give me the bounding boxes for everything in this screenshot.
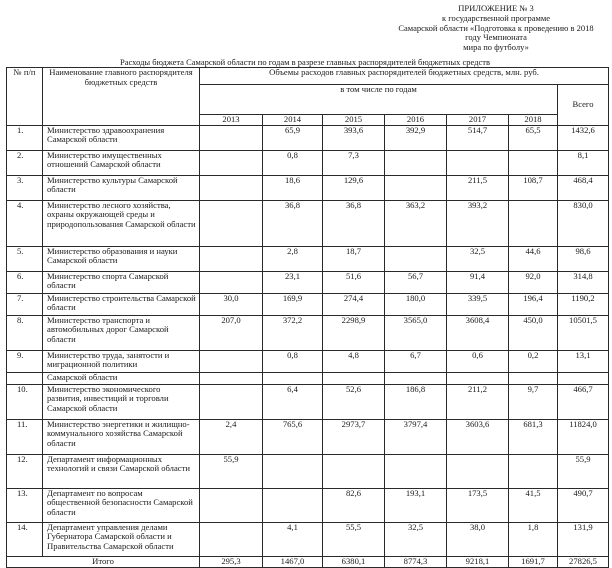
row-number: 7. bbox=[7, 293, 43, 315]
row-value-2016: 186,8 bbox=[385, 384, 447, 419]
row-value-2016 bbox=[385, 150, 447, 175]
row-number: 8. bbox=[7, 315, 43, 350]
year-2013: 2013 bbox=[200, 115, 263, 126]
row-name: Министерство лесного хозяйства, охраны окружающей среды и природопользования Самарской области bbox=[43, 200, 200, 246]
row-value-2014: 4,1 bbox=[263, 522, 323, 556]
row-name: Самарской области bbox=[43, 372, 200, 384]
row-value-2017: 211,2 bbox=[447, 384, 509, 419]
table-row bbox=[7, 384, 609, 419]
appendix-header bbox=[380, 4, 612, 53]
row-number: 12. bbox=[7, 454, 43, 488]
row-total: 490,7 bbox=[558, 488, 609, 522]
row-value-2017: 32,5 bbox=[447, 246, 509, 271]
row-total: 314,8 bbox=[558, 271, 609, 293]
row-value-2013 bbox=[200, 200, 263, 246]
row-value-2018: 196,4 bbox=[509, 293, 558, 315]
row-total: 11824,0 bbox=[558, 419, 609, 454]
total-label: Итого bbox=[7, 556, 200, 567]
row-value-2015: 393,6 bbox=[323, 125, 385, 150]
table-row bbox=[7, 175, 609, 200]
year-2016: 2016 bbox=[385, 115, 447, 126]
table-row bbox=[7, 488, 609, 522]
row-value-2016: 3565,0 bbox=[385, 315, 447, 350]
row-value-2017 bbox=[447, 372, 509, 384]
row-value-2016: 56,7 bbox=[385, 271, 447, 293]
row-value-2017: 211,5 bbox=[447, 175, 509, 200]
row-value-2013 bbox=[200, 246, 263, 271]
row-value-2014 bbox=[263, 454, 323, 488]
row-value-2017: 173,5 bbox=[447, 488, 509, 522]
row-total: 468,4 bbox=[558, 175, 609, 200]
row-value-2017: 514,7 bbox=[447, 125, 509, 150]
row-value-2014: 765,6 bbox=[263, 419, 323, 454]
header-total: Всего bbox=[558, 85, 609, 126]
row-value-2013 bbox=[200, 350, 263, 372]
row-total bbox=[558, 372, 609, 384]
row-value-2015: 2973,7 bbox=[323, 419, 385, 454]
row-value-2014 bbox=[263, 488, 323, 522]
table-row bbox=[7, 350, 609, 372]
row-number: 9. bbox=[7, 350, 43, 372]
row-value-2017: 393,2 bbox=[447, 200, 509, 246]
appendix-line-3: Самарской области «Подготовка к проведению в 2018 bbox=[398, 22, 594, 33]
row-total: 1190,2 bbox=[558, 293, 609, 315]
header-by-year: в том числе по годам bbox=[200, 85, 558, 115]
table-row bbox=[7, 293, 609, 315]
row-value-2016: 392,9 bbox=[385, 125, 447, 150]
table-row bbox=[7, 315, 609, 350]
row-value-2017 bbox=[447, 454, 509, 488]
year-2015: 2015 bbox=[323, 115, 385, 126]
row-number: 6. bbox=[7, 271, 43, 293]
row-total: 1432,6 bbox=[558, 125, 609, 150]
row-value-2017: 0,6 bbox=[447, 350, 509, 372]
row-name: Министерство культуры Самарской области bbox=[43, 175, 200, 200]
row-value-2015: 7,3 bbox=[323, 150, 385, 175]
header-volumes: Объемы расходов главных распорядителей бюджетных средств, млн. руб. bbox=[200, 68, 609, 85]
grand-total: 27826,5 bbox=[558, 556, 609, 567]
table-row bbox=[7, 246, 609, 271]
total-value-2017: 9218,1 bbox=[447, 556, 509, 567]
row-value-2015: 82,6 bbox=[323, 488, 385, 522]
row-value-2015: 51,6 bbox=[323, 271, 385, 293]
appendix-line-4: году Чемпионата bbox=[465, 32, 527, 43]
appendix-title: ПРИЛОЖЕНИЕ № 3 bbox=[458, 3, 534, 13]
row-name: Департамент по вопросам общественной безопасности Самарской области bbox=[43, 488, 200, 522]
row-total: 10501,5 bbox=[558, 315, 609, 350]
row-value-2015: 129,6 bbox=[323, 175, 385, 200]
row-number bbox=[7, 372, 43, 384]
row-name: Министерство спорта Самарской области bbox=[43, 271, 200, 293]
row-value-2018: 41,5 bbox=[509, 488, 558, 522]
row-total: 55,9 bbox=[558, 454, 609, 488]
row-value-2015: 2298,9 bbox=[323, 315, 385, 350]
row-value-2015: 55,5 bbox=[323, 522, 385, 556]
row-value-2015: 52,6 bbox=[323, 384, 385, 419]
row-value-2018: 450,0 bbox=[509, 315, 558, 350]
total-value-2016: 8774,3 bbox=[385, 556, 447, 567]
row-number: 4. bbox=[7, 200, 43, 246]
row-value-2016: 180,0 bbox=[385, 293, 447, 315]
row-value-2013 bbox=[200, 150, 263, 175]
table-row bbox=[7, 419, 609, 454]
row-name: Министерство строительства Самарской области bbox=[43, 293, 200, 315]
total-value-2018: 1691,7 bbox=[509, 556, 558, 567]
row-number: 1. bbox=[7, 125, 43, 150]
row-value-2014: 6,4 bbox=[263, 384, 323, 419]
row-value-2018: 44,6 bbox=[509, 246, 558, 271]
row-value-2013: 2,4 bbox=[200, 419, 263, 454]
year-2017: 2017 bbox=[447, 115, 509, 126]
row-total: 466,7 bbox=[558, 384, 609, 419]
row-number: 13. bbox=[7, 488, 43, 522]
header-num: № п/п bbox=[7, 68, 43, 126]
budget-table bbox=[6, 67, 609, 568]
row-value-2015: 36,8 bbox=[323, 200, 385, 246]
row-value-2018: 108,7 bbox=[509, 175, 558, 200]
row-value-2013 bbox=[200, 522, 263, 556]
row-name: Министерство образования и науки Самарской области bbox=[43, 246, 200, 271]
row-total: 8,1 bbox=[558, 150, 609, 175]
row-value-2014: 0,8 bbox=[263, 350, 323, 372]
row-value-2018 bbox=[509, 150, 558, 175]
row-name: Департамент информационных технологий и связи Самарской области bbox=[43, 454, 200, 488]
row-value-2016 bbox=[385, 175, 447, 200]
row-value-2014: 372,2 bbox=[263, 315, 323, 350]
row-value-2014: 169,9 bbox=[263, 293, 323, 315]
row-total: 98,6 bbox=[558, 246, 609, 271]
row-value-2013 bbox=[200, 384, 263, 419]
row-total: 830,0 bbox=[558, 200, 609, 246]
row-value-2013: 55,9 bbox=[200, 454, 263, 488]
row-value-2013 bbox=[200, 125, 263, 150]
table-row bbox=[7, 454, 609, 488]
row-number: 3. bbox=[7, 175, 43, 200]
row-value-2016 bbox=[385, 246, 447, 271]
row-value-2016 bbox=[385, 454, 447, 488]
row-value-2014: 18,6 bbox=[263, 175, 323, 200]
total-value-2014: 1467,0 bbox=[263, 556, 323, 567]
row-value-2015 bbox=[323, 454, 385, 488]
row-value-2014: 65,9 bbox=[263, 125, 323, 150]
row-value-2018: 92,0 bbox=[509, 271, 558, 293]
table-row bbox=[7, 271, 609, 293]
year-2014: 2014 bbox=[263, 115, 323, 126]
row-value-2015: 4,8 bbox=[323, 350, 385, 372]
row-number: 5. bbox=[7, 246, 43, 271]
row-value-2018: 681,3 bbox=[509, 419, 558, 454]
header-name: Наименование главного распорядителя бюджетных средств bbox=[43, 68, 200, 126]
total-row bbox=[7, 556, 609, 567]
row-name: Департамент управления делами Губернатора Самарской области и Правительства Самарской области bbox=[43, 522, 200, 556]
row-value-2013 bbox=[200, 488, 263, 522]
total-value-2015: 6380,1 bbox=[323, 556, 385, 567]
total-value-2013: 295,3 bbox=[200, 556, 263, 567]
row-name: Министерство труда, занятости и миграционной политики bbox=[43, 350, 200, 372]
row-value-2016 bbox=[385, 372, 447, 384]
table-row bbox=[7, 150, 609, 175]
row-value-2015 bbox=[323, 372, 385, 384]
row-value-2018: 1,8 bbox=[509, 522, 558, 556]
row-value-2016: 363,2 bbox=[385, 200, 447, 246]
row-value-2017 bbox=[447, 150, 509, 175]
row-value-2018: 9,7 bbox=[509, 384, 558, 419]
row-value-2017: 91,4 bbox=[447, 271, 509, 293]
table-row bbox=[7, 125, 609, 150]
row-value-2017: 3603,6 bbox=[447, 419, 509, 454]
row-value-2014: 0,8 bbox=[263, 150, 323, 175]
row-value-2018 bbox=[509, 200, 558, 246]
row-value-2018 bbox=[509, 454, 558, 488]
row-value-2018 bbox=[509, 372, 558, 384]
row-value-2016: 3797,4 bbox=[385, 419, 447, 454]
row-name: Министерство имущественных отношений Самарской области bbox=[43, 150, 200, 175]
row-value-2017: 3608,4 bbox=[447, 315, 509, 350]
row-value-2013 bbox=[200, 175, 263, 200]
row-number: 14. bbox=[7, 522, 43, 556]
table-row bbox=[7, 522, 609, 556]
row-total: 13,1 bbox=[558, 350, 609, 372]
row-value-2013: 30,0 bbox=[200, 293, 263, 315]
row-name: Министерство экономического развития, инвестиций и торговли Самарской области bbox=[43, 384, 200, 419]
row-value-2018: 0,2 bbox=[509, 350, 558, 372]
row-value-2013 bbox=[200, 372, 263, 384]
appendix-line-2: к государственной программе bbox=[441, 12, 551, 23]
table-row bbox=[7, 200, 609, 246]
row-value-2013 bbox=[200, 271, 263, 293]
row-value-2015: 274,4 bbox=[323, 293, 385, 315]
row-value-2014: 23,1 bbox=[263, 271, 323, 293]
row-total: 131,9 bbox=[558, 522, 609, 556]
row-value-2014: 36,8 bbox=[263, 200, 323, 246]
table-row bbox=[7, 372, 609, 384]
row-number: 10. bbox=[7, 384, 43, 419]
row-value-2015: 18,7 bbox=[323, 246, 385, 271]
row-value-2014 bbox=[263, 372, 323, 384]
year-2018: 2018 bbox=[509, 115, 558, 126]
row-value-2013: 207,0 bbox=[200, 315, 263, 350]
appendix-line-5: мира по футболу» bbox=[463, 42, 529, 53]
row-name: Министерство энергетики и жилищно-коммунального хозяйства Самарской области bbox=[43, 419, 200, 454]
row-value-2018: 65,5 bbox=[509, 125, 558, 150]
row-value-2016: 6,7 bbox=[385, 350, 447, 372]
row-value-2016: 193,1 bbox=[385, 488, 447, 522]
row-name: Министерство здравоохранения Самарской области bbox=[43, 125, 200, 150]
row-number: 11. bbox=[7, 419, 43, 454]
row-name: Министерство транспорта и автомобильных дорог Самарской области bbox=[43, 315, 200, 350]
row-value-2017: 339,5 bbox=[447, 293, 509, 315]
table-caption: Расходы бюджета Самарской области по годам в разрезе главных распорядителей бюджетных средств bbox=[120, 57, 490, 67]
row-number: 2. bbox=[7, 150, 43, 175]
row-value-2016: 32,5 bbox=[385, 522, 447, 556]
row-value-2014: 2,8 bbox=[263, 246, 323, 271]
row-value-2017: 38,0 bbox=[447, 522, 509, 556]
